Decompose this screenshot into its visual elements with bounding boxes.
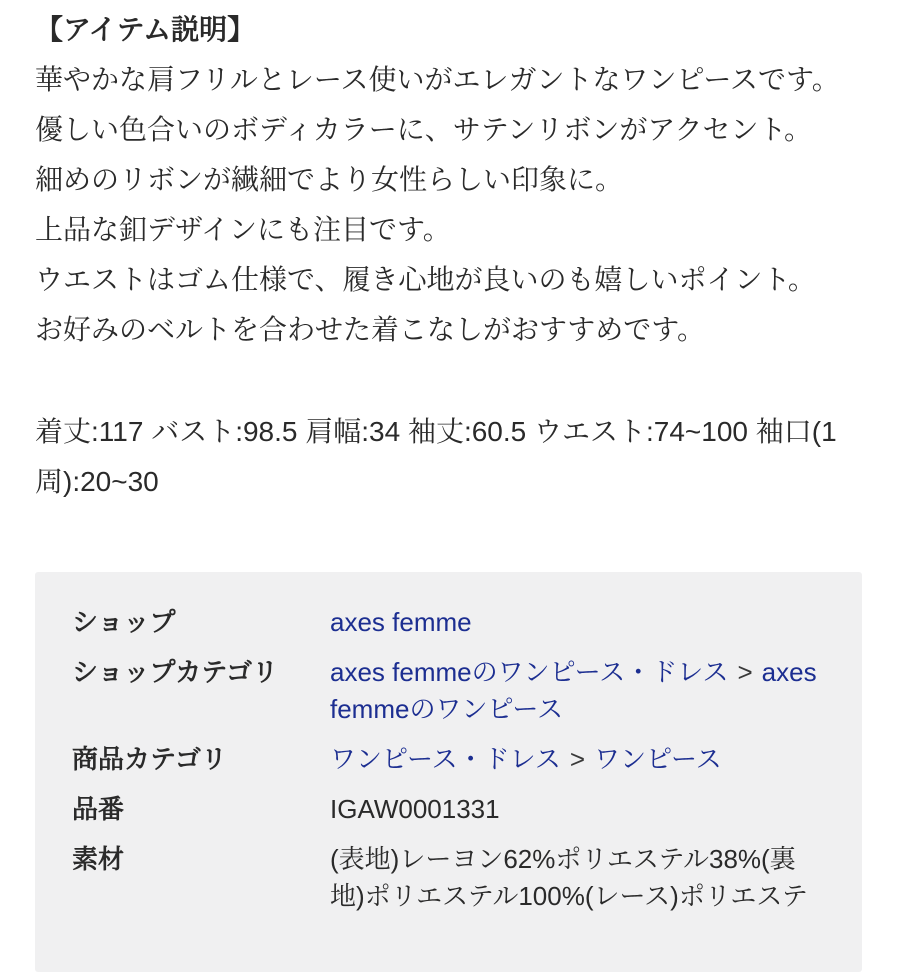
shop-category-link-2[interactable]: axes femmeのワンピース bbox=[330, 657, 817, 724]
detail-label-item-number: 品番 bbox=[72, 794, 125, 824]
description-line: 細めのリボンが繊細でより女性らしい印象に。 bbox=[35, 164, 624, 195]
description-line: 華やかな肩フリルとレース使いがエレガントなワンピースです。 bbox=[35, 64, 840, 95]
detail-label-shop: ショップ bbox=[72, 607, 176, 637]
description-line: 優しい色合いのボディカラーに、サテンリボンがアクセント。 bbox=[35, 114, 813, 145]
breadcrumb-separator: > bbox=[737, 657, 753, 687]
measurements-text: 着丈:117 バスト:98.5 肩幅:34 袖丈:60.5 ウエスト:74~100 袖口(1周):20~30 bbox=[35, 416, 837, 497]
product-category-link-1[interactable]: ワンピース・ドレス bbox=[330, 744, 561, 774]
detail-value-shop bbox=[330, 604, 825, 641]
item-description-body bbox=[35, 55, 865, 355]
detail-value-shop-category bbox=[330, 654, 825, 728]
product-details-table bbox=[72, 604, 825, 915]
shop-category-link-1[interactable]: axes femmeのワンピース・ドレス bbox=[330, 657, 729, 687]
material-value: (表地)レーヨン62%ポリエステル38%(裏地)ポリエステル100%(レース)ポリエステ bbox=[330, 844, 808, 911]
detail-value-product-category bbox=[330, 741, 825, 778]
item-number-value: IGAW0001331 bbox=[330, 794, 500, 824]
item-description-heading: 【アイテム説明】 bbox=[35, 14, 256, 45]
description-line: お好みのベルトを合わせた着こなしがおすすめです。 bbox=[35, 314, 706, 345]
product-details-panel bbox=[35, 572, 862, 972]
shop-link[interactable]: axes femme bbox=[330, 607, 472, 637]
product-category-link-2[interactable]: ワンピース bbox=[594, 744, 722, 774]
detail-label-product-category: 商品カテゴリ bbox=[72, 744, 227, 774]
breadcrumb-separator: > bbox=[569, 744, 586, 774]
description-line: 上品な釦デザインにも注目です。 bbox=[35, 214, 451, 245]
detail-label-material: 素材 bbox=[72, 844, 125, 874]
description-line: ウエストはゴム仕様で、履き心地が良いのも嬉しいポイント。 bbox=[35, 264, 816, 295]
detail-label-shop-category: ショップカテゴリ bbox=[72, 657, 279, 687]
